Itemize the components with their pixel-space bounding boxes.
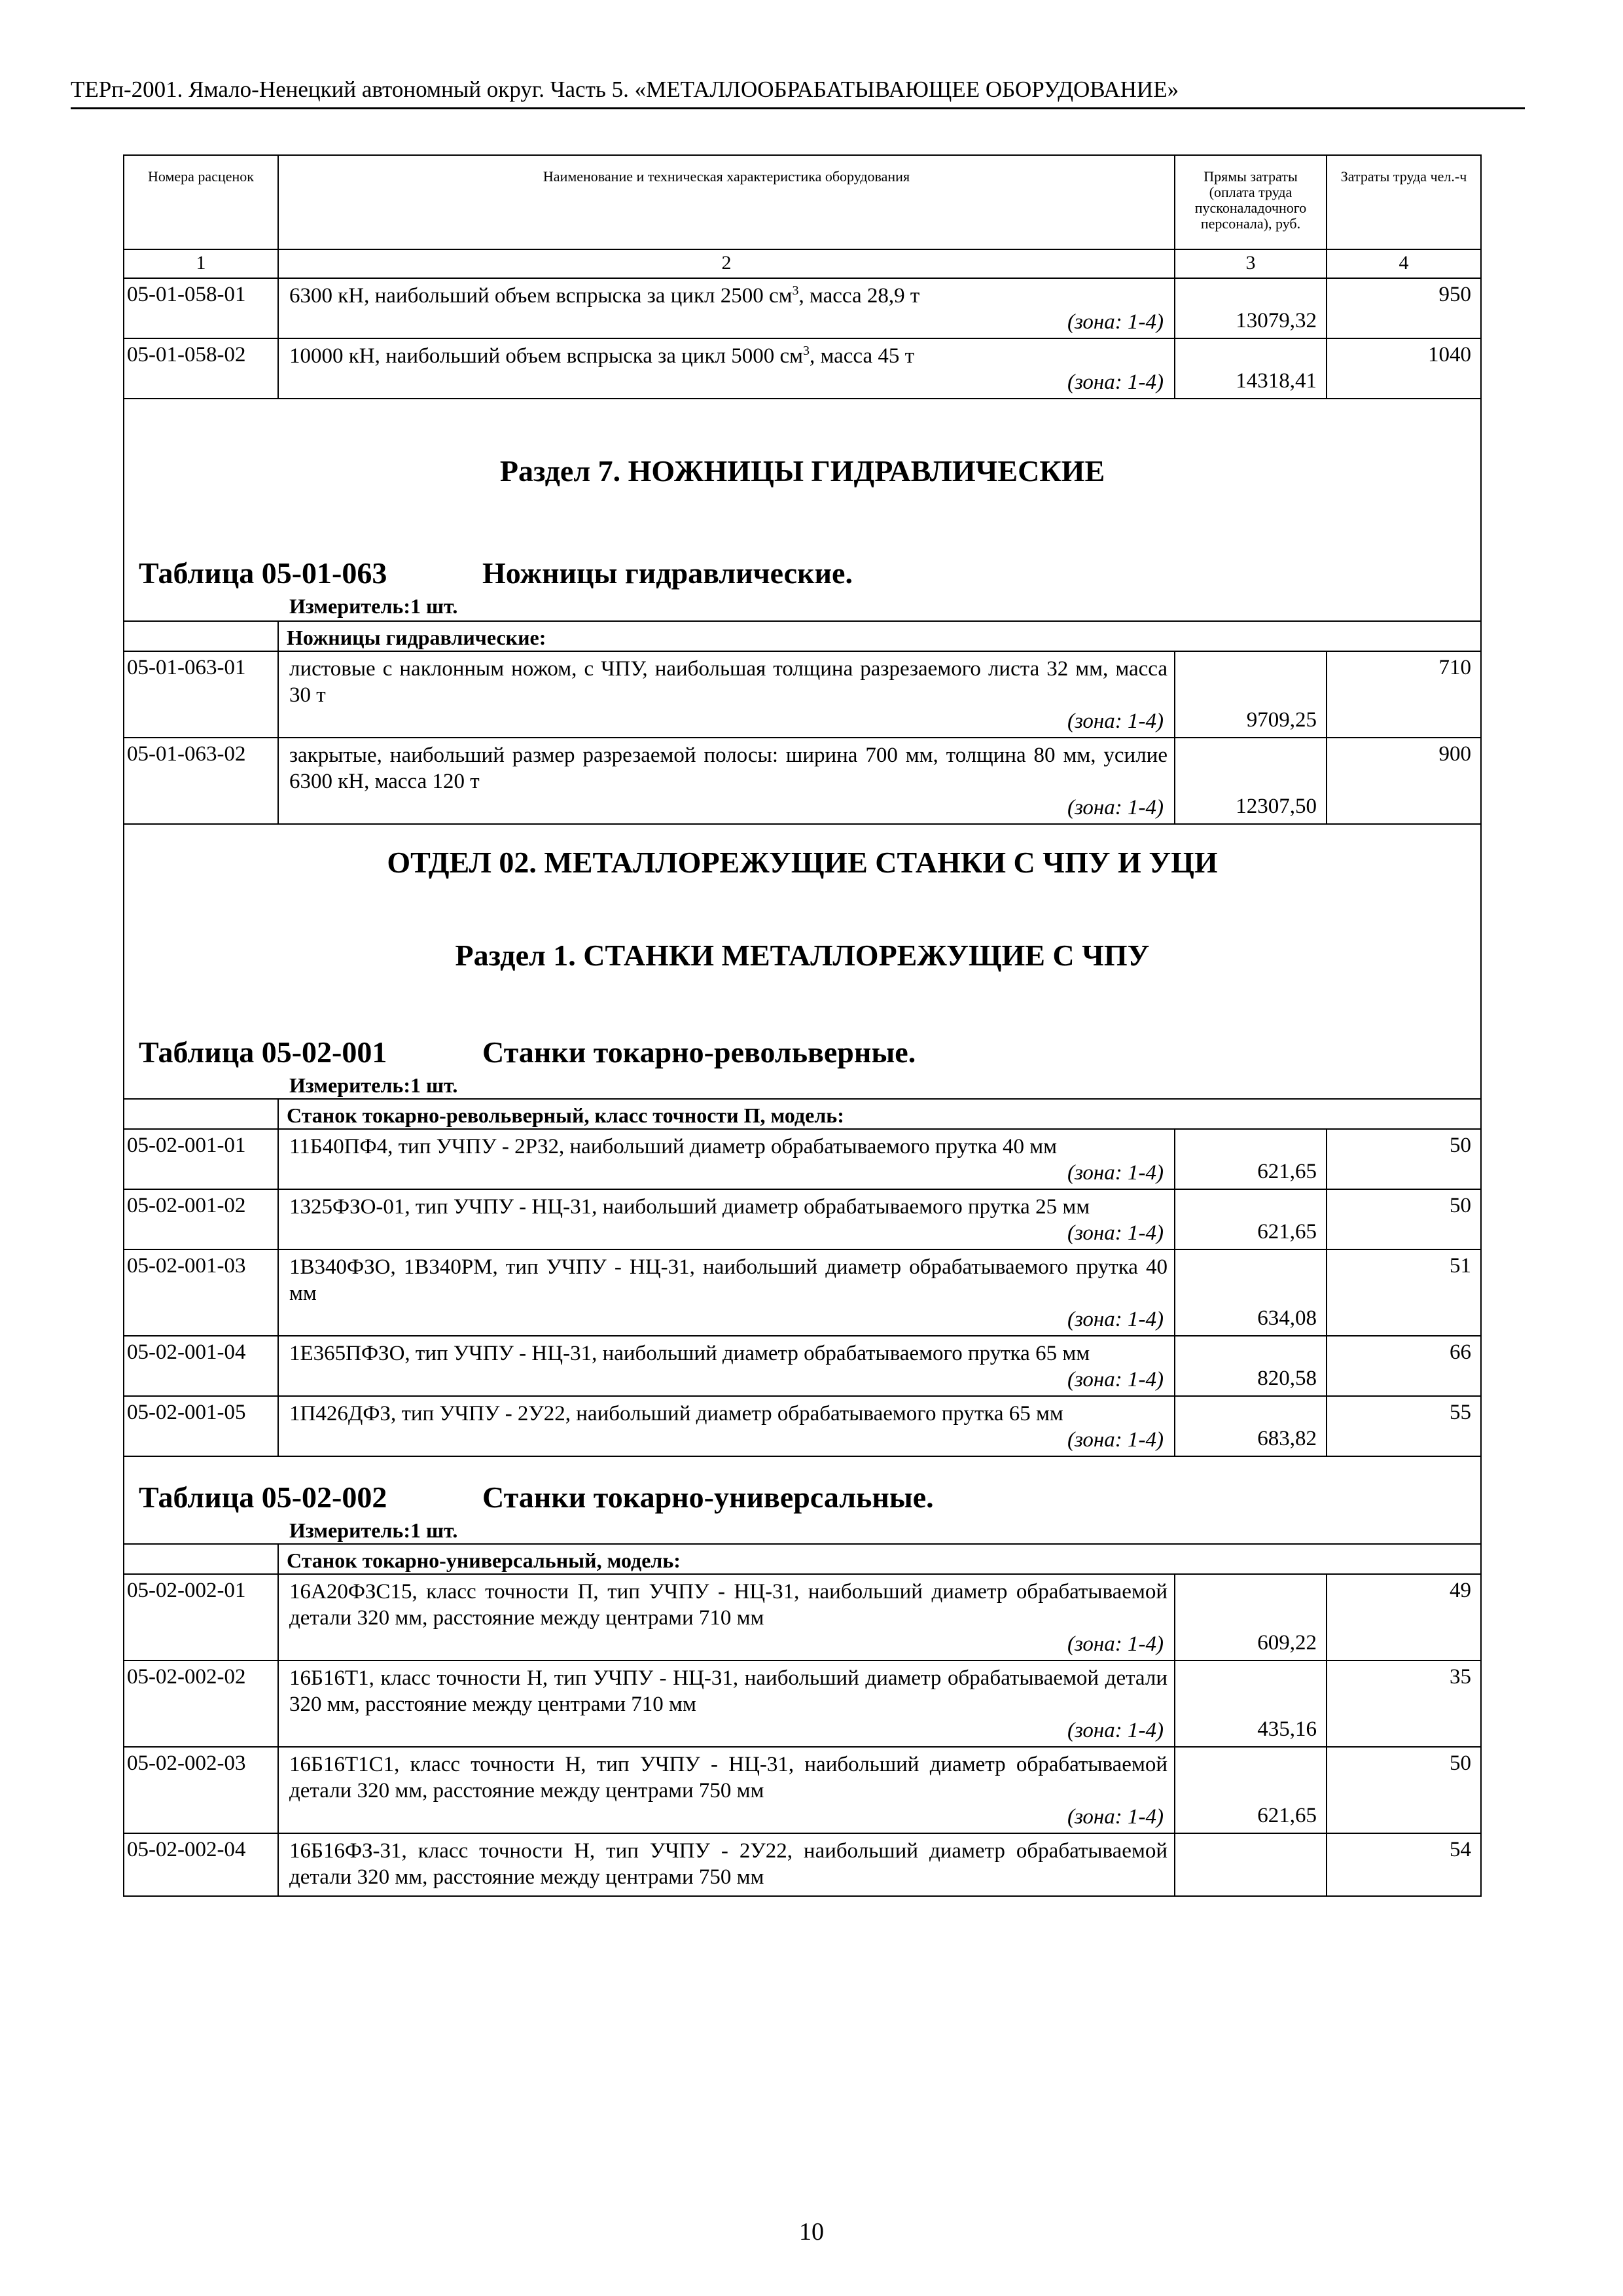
rate-code: 05-02-001-01 bbox=[124, 1129, 278, 1189]
table-name: Ножницы гидравлические. bbox=[482, 556, 853, 590]
section-title: Раздел 1. СТАНКИ МЕТАЛЛОРЕЖУЩИЕ С ЧПУ bbox=[455, 939, 1150, 972]
rate-description-text bbox=[289, 283, 1168, 309]
rate-description bbox=[278, 738, 1175, 824]
rate-description-text: листовые с наклонным ножом, с ЧПУ, наибольшая толщина разрезаемого листа 32 мм, масса 30 т bbox=[289, 657, 1168, 707]
zone-label: (зона: 1-4) bbox=[1067, 709, 1164, 733]
column-number-row bbox=[124, 249, 1481, 278]
rate-row bbox=[124, 1249, 1481, 1336]
rate-description bbox=[278, 1129, 1175, 1189]
rate-description-text: 16Б16ФЗ-31, класс точности Н, тип УЧПУ - 2У22, наибольший диаметр обрабатываемой детали 320 мм, расстояние между центрами 750 мм bbox=[289, 1839, 1168, 1889]
rate-cost: 435,16 bbox=[1175, 1660, 1327, 1747]
rate-code: 05-02-001-05 bbox=[124, 1396, 278, 1456]
rate-row bbox=[124, 738, 1481, 824]
rate-cost: 621,65 bbox=[1175, 1129, 1327, 1189]
group-row bbox=[124, 1544, 1481, 1574]
rate-row bbox=[124, 651, 1481, 738]
rate-code: 05-01-063-01 bbox=[124, 651, 278, 738]
group-title: Станок токарно-универсальный, модель: bbox=[278, 1544, 1481, 1574]
rate-row bbox=[124, 1833, 1481, 1896]
section-block bbox=[124, 824, 1481, 1099]
rate-description bbox=[278, 1336, 1175, 1396]
rate-description-text: 1Е365ПФЗО, тип УЧПУ - НЦ-31, наибольший диаметр обрабатываемого прутка 65 мм bbox=[289, 1342, 1090, 1365]
rate-cost: 621,65 bbox=[1175, 1189, 1327, 1249]
section-block-cell bbox=[124, 1456, 1481, 1544]
section-block bbox=[124, 1456, 1481, 1544]
group-title: Ножницы гидравлические: bbox=[278, 621, 1481, 651]
group-row bbox=[124, 1099, 1481, 1129]
rate-description bbox=[278, 1249, 1175, 1336]
rate-labor: 49 bbox=[1327, 1574, 1481, 1660]
superscript: 3 bbox=[792, 283, 799, 298]
rate-description-text: закрытые, наибольший размер разрезаемой полосы: ширина 700 мм, толщина 80 мм, усилие 6300 кН, масса 120 т bbox=[289, 744, 1168, 793]
table-number: Таблица 05-02-001 bbox=[139, 1035, 387, 1069]
rate-labor: 54 bbox=[1327, 1833, 1481, 1896]
rate-description-text: 1В340ФЗО, 1В340РМ, тип УЧПУ - НЦ-31, наибольший диаметр обрабатываемого прутка 40 мм bbox=[289, 1255, 1168, 1305]
table-measure: Измеритель:1 шт. bbox=[289, 1518, 458, 1542]
rate-description-text: 1325ФЗО-01, тип УЧПУ - НЦ-31, наибольший диаметр обрабатываемого прутка 25 мм bbox=[289, 1195, 1090, 1219]
desc-part: 10000 кН, наибольший объем вспрыска за цикл 5000 см bbox=[289, 344, 803, 368]
rate-labor: 50 bbox=[1327, 1129, 1481, 1189]
group-empty-cell bbox=[124, 621, 278, 651]
col-header-labor: Затраты труда чел.-ч bbox=[1327, 155, 1481, 249]
rate-code: 05-02-002-02 bbox=[124, 1660, 278, 1747]
zone-label: (зона: 1-4) bbox=[1067, 1308, 1164, 1331]
desc-part: , масса 28,9 т bbox=[798, 284, 920, 308]
col-number-4: 4 bbox=[1327, 249, 1481, 278]
zone-label: (зона: 1-4) bbox=[1067, 310, 1164, 334]
rate-labor: 1040 bbox=[1327, 338, 1481, 399]
rate-description bbox=[278, 1833, 1175, 1896]
rate-description bbox=[278, 651, 1175, 738]
rate-code: 05-01-058-01 bbox=[124, 278, 278, 338]
rate-code: 05-01-058-02 bbox=[124, 338, 278, 399]
col-header-direct-costs: Прямы затраты (оплата труда пусконаладочного персонала), руб. bbox=[1175, 155, 1327, 249]
rate-description-text: 1П426ДФЗ, тип УЧПУ - 2У22, наибольший диаметр обрабатываемого прутка 65 мм bbox=[289, 1402, 1063, 1426]
rate-row bbox=[124, 1129, 1481, 1189]
table-name: Станки токарно-револьверные. bbox=[482, 1035, 916, 1069]
rate-cost: 13079,32 bbox=[1175, 278, 1327, 338]
col-number-3: 3 bbox=[1175, 249, 1327, 278]
rate-row bbox=[124, 1747, 1481, 1833]
rate-code: 05-02-001-02 bbox=[124, 1189, 278, 1249]
page-number: 10 bbox=[799, 2218, 824, 2246]
rate-row bbox=[124, 1660, 1481, 1747]
department-title: ОТДЕЛ 02. МЕТАЛЛОРЕЖУЩИЕ СТАНКИ С ЧПУ И УЦИ bbox=[387, 846, 1218, 879]
zone-label: (зона: 1-4) bbox=[1067, 1632, 1164, 1656]
rate-labor: 50 bbox=[1327, 1189, 1481, 1249]
group-empty-cell bbox=[124, 1099, 278, 1129]
rate-code: 05-02-002-01 bbox=[124, 1574, 278, 1660]
rate-cost: 12307,50 bbox=[1175, 738, 1327, 824]
running-header: ТЕРп-2001. Ямало-Ненецкий автономный округ. Часть 5. «МЕТАЛЛООБРАБАТЫВАЮЩЕЕ ОБОРУДОВАНИЕ» bbox=[71, 72, 1525, 109]
rate-cost: 683,82 bbox=[1175, 1396, 1327, 1456]
rate-row bbox=[124, 1336, 1481, 1396]
zone-label: (зона: 1-4) bbox=[1067, 370, 1164, 394]
rates-table-body bbox=[124, 155, 1481, 1896]
zone-label: (зона: 1-4) bbox=[1067, 796, 1164, 819]
rate-row bbox=[124, 1189, 1481, 1249]
col-header-description: Наименование и техническая характеристика оборудования bbox=[278, 155, 1175, 249]
section-block-cell bbox=[124, 399, 1481, 621]
rate-description bbox=[278, 1660, 1175, 1747]
table-number: Таблица 05-01-063 bbox=[139, 556, 387, 590]
rate-row bbox=[124, 1396, 1481, 1456]
rate-description-text: 16Б16Т1, класс точности Н, тип УЧПУ - НЦ-31, наибольший диаметр обрабатываемой детали 320 мм, расстояние между центрами 710 мм bbox=[289, 1666, 1168, 1716]
table-number: Таблица 05-02-002 bbox=[139, 1480, 387, 1514]
rate-labor: 50 bbox=[1327, 1747, 1481, 1833]
rate-labor: 55 bbox=[1327, 1396, 1481, 1456]
rate-cost: 634,08 bbox=[1175, 1249, 1327, 1336]
rate-labor: 66 bbox=[1327, 1336, 1481, 1396]
group-empty-cell bbox=[124, 1544, 278, 1574]
rate-description-text: 16Б16Т1С1, класс точности Н, тип УЧПУ - НЦ-31, наибольший диаметр обрабатываемой детали 320 мм, расстояние между центрами 750 мм bbox=[289, 1753, 1168, 1803]
rate-description bbox=[278, 1747, 1175, 1833]
rate-labor: 950 bbox=[1327, 278, 1481, 338]
rate-description bbox=[278, 1189, 1175, 1249]
rate-labor: 710 bbox=[1327, 651, 1481, 738]
table-name: Станки токарно-универсальные. bbox=[482, 1480, 934, 1514]
rate-cost: 820,58 bbox=[1175, 1336, 1327, 1396]
rate-description bbox=[278, 1396, 1175, 1456]
desc-part: 6300 кН, наибольший объем вспрыска за цикл 2500 см bbox=[289, 284, 793, 308]
group-row bbox=[124, 621, 1481, 651]
table-measure: Измеритель:1 шт. bbox=[289, 594, 458, 618]
superscript: 3 bbox=[802, 344, 810, 358]
zone-label: (зона: 1-4) bbox=[1067, 1805, 1164, 1829]
rate-description bbox=[278, 338, 1175, 399]
rates-table bbox=[123, 154, 1482, 1897]
rate-cost: 14318,41 bbox=[1175, 338, 1327, 399]
rate-description bbox=[278, 1574, 1175, 1660]
col-number-1: 1 bbox=[124, 249, 278, 278]
rate-cost: 621,65 bbox=[1175, 1747, 1327, 1833]
table-title bbox=[124, 491, 1480, 593]
rate-row bbox=[124, 338, 1481, 399]
rate-labor: 51 bbox=[1327, 1249, 1481, 1336]
rate-code: 05-02-002-04 bbox=[124, 1833, 278, 1896]
rate-row bbox=[124, 1574, 1481, 1660]
zone-label: (зона: 1-4) bbox=[1067, 1368, 1164, 1391]
table-measure: Измеритель:1 шт. bbox=[289, 1073, 458, 1097]
col-number-2: 2 bbox=[278, 249, 1175, 278]
section-block bbox=[124, 399, 1481, 621]
rate-cost bbox=[1175, 1833, 1327, 1896]
rate-code: 05-02-001-03 bbox=[124, 1249, 278, 1336]
group-title: Станок токарно-револьверный, класс точности П, модель: bbox=[278, 1099, 1481, 1129]
col-header-codes: Номера расценок bbox=[124, 155, 278, 249]
rate-labor: 35 bbox=[1327, 1660, 1481, 1747]
section-block-cell bbox=[124, 824, 1481, 1099]
zone-label: (зона: 1-4) bbox=[1067, 1428, 1164, 1452]
rate-code: 05-01-063-02 bbox=[124, 738, 278, 824]
zone-label: (зона: 1-4) bbox=[1067, 1221, 1164, 1245]
rate-code: 05-02-001-04 bbox=[124, 1336, 278, 1396]
desc-part: , масса 45 т bbox=[809, 344, 915, 368]
column-header-row bbox=[124, 155, 1481, 249]
zone-label: (зона: 1-4) bbox=[1067, 1719, 1164, 1742]
rate-labor: 900 bbox=[1327, 738, 1481, 824]
rate-cost: 609,22 bbox=[1175, 1574, 1327, 1660]
section-title: Раздел 7. НОЖНИЦЫ ГИДРАВЛИЧЕСКИЕ bbox=[499, 454, 1105, 488]
rate-description-text: 16А20ФЗС15, класс точности П, тип УЧПУ - НЦ-31, наибольший диаметр обрабатываемой детали 320 мм, расстояние между центрами 710 мм bbox=[289, 1580, 1168, 1630]
rate-description-text bbox=[289, 343, 1168, 369]
table-title bbox=[124, 1457, 1480, 1517]
rate-description bbox=[278, 278, 1175, 338]
rate-row bbox=[124, 278, 1481, 338]
rate-description-text: 11Б40ПФ4, тип УЧПУ - 2Р32, наибольший диаметр обрабатываемого прутка 40 мм bbox=[289, 1135, 1057, 1158]
rate-code: 05-02-002-03 bbox=[124, 1747, 278, 1833]
rate-cost: 9709,25 bbox=[1175, 651, 1327, 738]
zone-label: (зона: 1-4) bbox=[1067, 1161, 1164, 1185]
table-title bbox=[124, 975, 1480, 1072]
